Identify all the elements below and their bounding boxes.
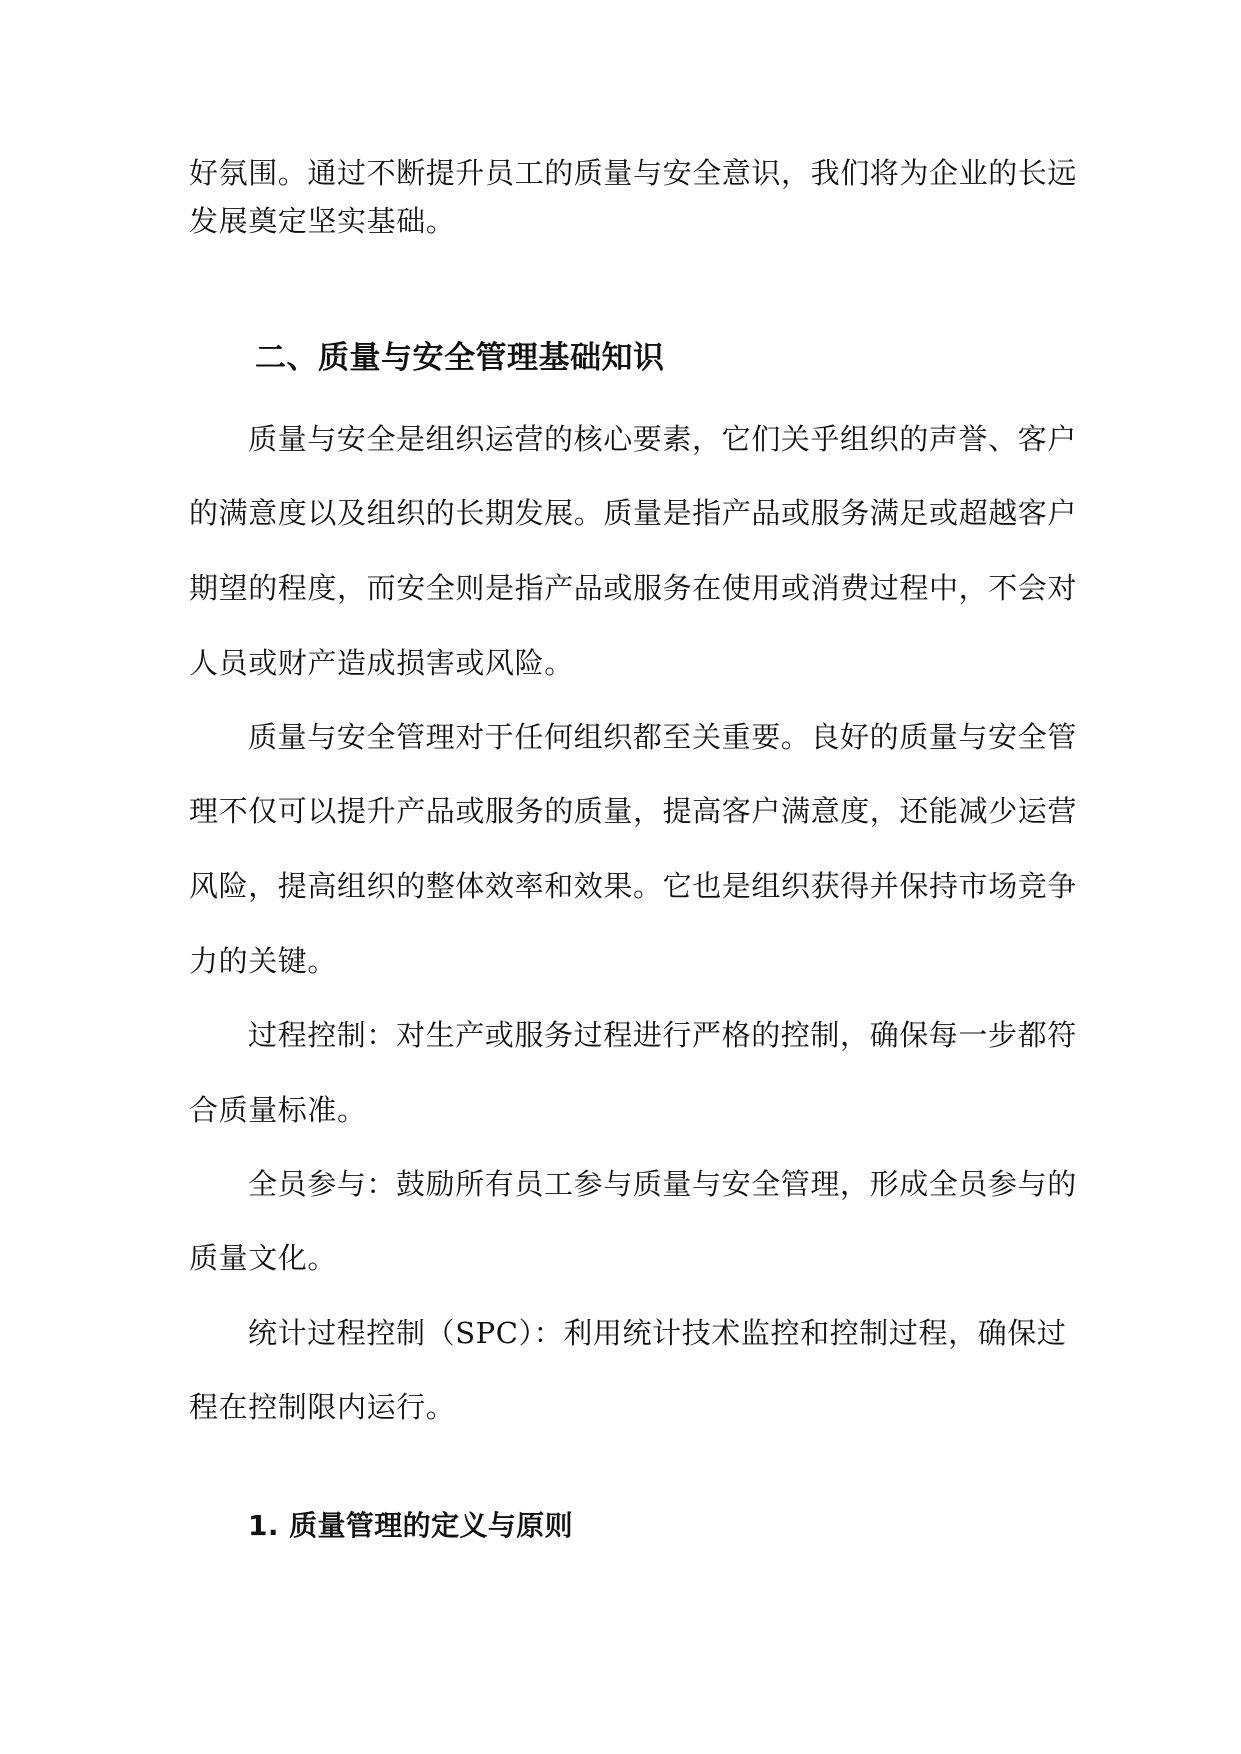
paragraph-line: 质量与安全是组织运营的核心要素，它们关乎组织的声誉、客户: [248, 422, 1077, 456]
paragraph-line: 力的关键。: [189, 944, 338, 978]
paragraph-line: 统计过程控制（SPC）：利用统计技术监控和控制过程，确保过: [248, 1316, 1067, 1350]
paragraph-line: 人员或财产造成损害或风险。: [189, 646, 574, 680]
paragraph-line: 质量与安全管理对于任何组织都至关重要。良好的质量与安全管: [248, 720, 1077, 754]
paragraph-line: 好氛围。通过不断提升员工的质量与安全意识，我们将为企业的长远: [189, 156, 1078, 190]
paragraph-line: 全员参与：鼓励所有员工参与质量与安全管理，形成全员参与的: [248, 1167, 1077, 1201]
paragraph-line: 的满意度以及组织的长期发展。质量是指产品或服务满足或超越客户: [189, 496, 1078, 530]
paragraph-line: 发展奠定坚实基础。: [189, 204, 456, 238]
subsection-heading: 1. 质量管理的定义与原则: [248, 1509, 574, 1542]
paragraph-line: 理不仅可以提升产品或服务的质量，提高客户满意度，还能减少运营: [189, 794, 1078, 828]
paragraph-line: 合质量标准。: [189, 1093, 367, 1127]
paragraph-line: 质量文化。: [189, 1241, 338, 1275]
paragraph-line: 期望的程度，而安全则是指产品或服务在使用或消费过程中，不会对: [189, 571, 1078, 605]
paragraph-line: 过程控制：对生产或服务过程进行严格的控制，确保每一步都符: [248, 1018, 1077, 1052]
paragraph-line: 风险，提高组织的整体效率和效果。它也是组织获得并保持市场竞争: [189, 869, 1078, 903]
paragraph-line: 程在控制限内运行。: [189, 1390, 456, 1424]
section-heading: 二、质量与安全管理基础知识: [255, 340, 665, 376]
